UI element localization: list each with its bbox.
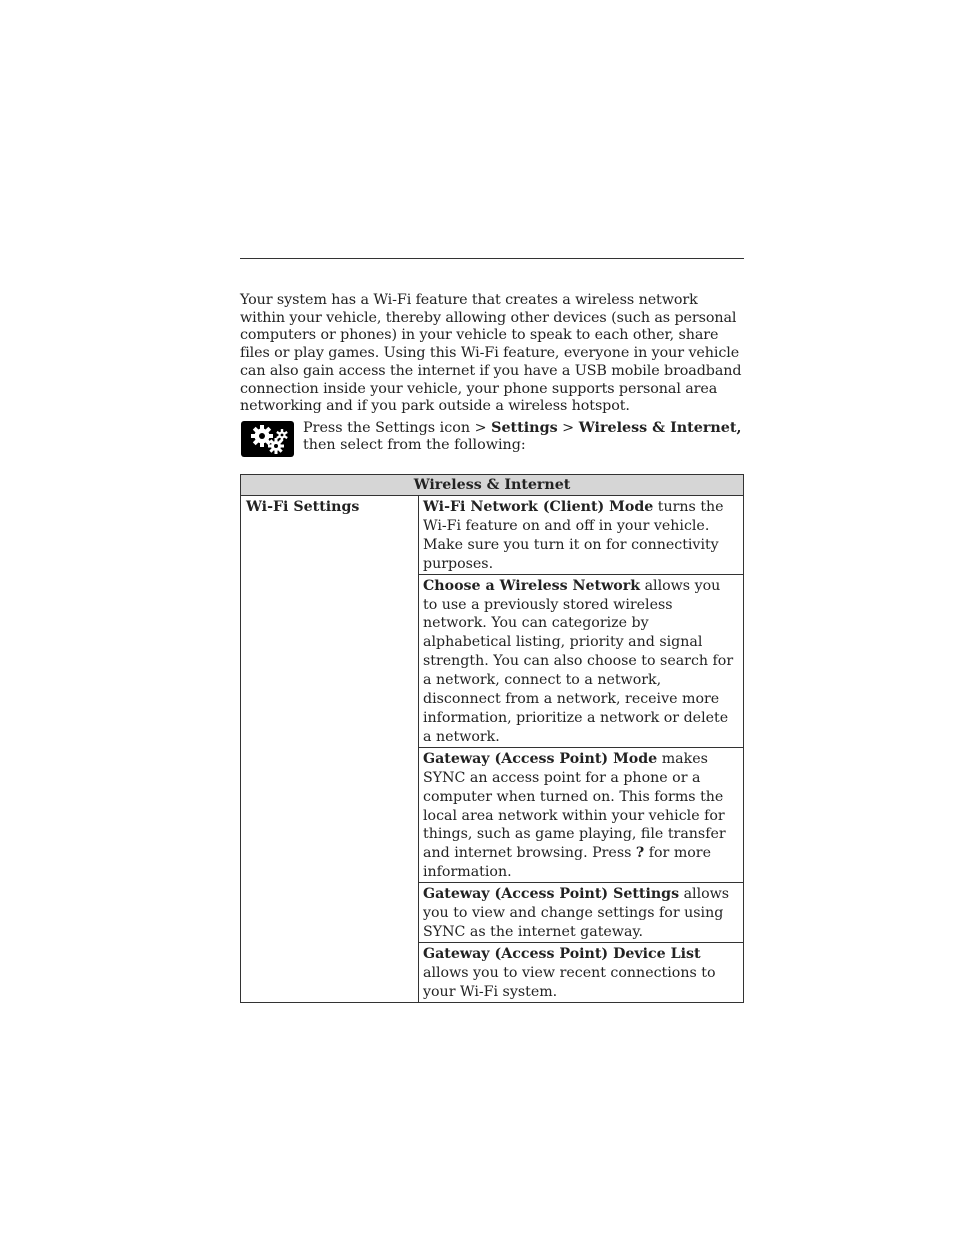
table-row xyxy=(241,496,744,575)
option-name: Choose a Wireless Network xyxy=(423,577,641,594)
gears-icon xyxy=(241,421,294,457)
option-description: turns the Wi-Fi feature on and off in your vehicle. Make sure you turn it on for connectivity purposes. xyxy=(423,499,724,572)
option-description: allows you to use a previously stored wireless network. You can categorize by alphabetical listing, priority and signal strength. You can also choose to search for a network, connect to a network, disconnect from a network, receive more information, prioritize a network or delete a network. xyxy=(423,577,734,745)
option-name: Wi-Fi Network (Client) Mode xyxy=(423,499,654,515)
instruction-part2: then select from the following: xyxy=(303,436,526,453)
table-cell xyxy=(419,496,744,575)
wireless-internet-table xyxy=(240,474,744,1003)
header-rule xyxy=(240,258,744,259)
option-name: Gateway (Access Point) Mode xyxy=(423,750,658,767)
wireless-menu-label: Wireless & Internet, xyxy=(578,420,742,436)
option-description: allows you to view and change settings for using SYNC as the internet gateway. xyxy=(423,886,730,940)
settings-menu-label: Settings xyxy=(491,420,558,436)
help-symbol: ? xyxy=(635,845,645,862)
option-description-end: for more information. xyxy=(423,845,711,881)
table-cell xyxy=(419,574,744,747)
instruction-part1: Press the Settings icon > xyxy=(303,420,492,436)
instruction-separator: > xyxy=(557,420,579,436)
table-cell xyxy=(419,942,744,1002)
intro-paragraph: Your system has a Wi-Fi feature that creates a wireless network within your vehicle, thereby allowing other devices (such as personal computers or phones) in your vehicle to speak to each other, share files or play games. Using this Wi-Fi feature, everyone in your vehicle can also gain access the internet if you have a USB mobile broadband connection inside your vehicle, your phone supports personal area networking and if you park outside a wireless hotspot. xyxy=(240,292,742,415)
settings-instruction-text xyxy=(303,420,743,453)
option-name: Gateway (Access Point) Device List xyxy=(423,945,701,962)
option-name: Gateway (Access Point) Settings xyxy=(423,886,680,903)
option-description: allows you to view recent connections to your Wi-Fi system. xyxy=(423,964,716,1000)
table-cell xyxy=(419,883,744,943)
table-cell xyxy=(419,747,744,882)
option-description: makes SYNC an access point for a phone or a computer when turned on. This forms the local area network within your vehicle for things, such as game playing, file transfer and internet browsing. Press xyxy=(423,750,726,862)
table-header: Wireless & Internet xyxy=(241,475,744,496)
wifi-settings-label: Wi-Fi Settings xyxy=(241,496,419,1003)
